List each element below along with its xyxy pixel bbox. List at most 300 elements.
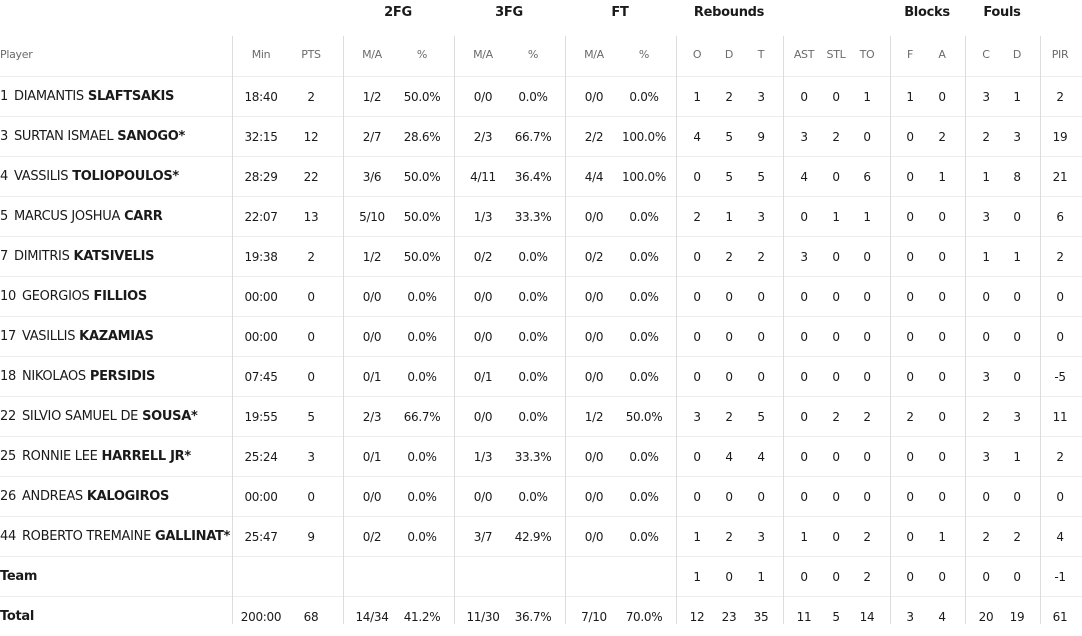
stat-blk-a: 0 (938, 289, 946, 304)
stat-ast: 1 (800, 529, 808, 544)
stat-ft-pct: 100.0% (622, 129, 666, 144)
stat-stl: 0 (832, 289, 840, 304)
stat-reb-d: 0 (725, 289, 733, 304)
column-divider (565, 36, 566, 624)
column-header-player[interactable]: Player (0, 47, 33, 61)
jersey-number: 22 (0, 409, 16, 424)
stat-ast: 0 (800, 449, 808, 464)
stat-ft-pct: 0.0% (629, 289, 659, 304)
stat-pir: 61 (1052, 609, 1068, 624)
stat-foul-c: 0 (982, 329, 990, 344)
stat-reb-o: 0 (693, 489, 701, 504)
stat-fg2-ma: 0/0 (362, 489, 382, 504)
stat-fg2-pct: 50.0% (403, 209, 441, 224)
stat-stl: 0 (832, 489, 840, 504)
stat-ft-pct: 0.0% (629, 89, 659, 104)
stat-fg2-pct: 50.0% (403, 89, 441, 104)
player-row[interactable] (0, 316, 1082, 356)
stat-ft-ma: 2/2 (584, 129, 604, 144)
stat-blk-a: 0 (938, 329, 946, 344)
jersey-number: 4 (0, 169, 8, 184)
player-row[interactable] (0, 196, 1082, 236)
stat-foul-c: 0 (982, 489, 990, 504)
stat-ast: 0 (800, 89, 808, 104)
stat-ft-pct: 0.0% (629, 209, 659, 224)
stat-fg2-pct: 66.7% (403, 409, 441, 424)
stat-blk-f: 1 (906, 89, 914, 104)
column-header-fg3-ma[interactable]: M/A (473, 47, 493, 61)
stat-reb-d: 2 (725, 249, 733, 264)
stat-blk-a: 0 (938, 369, 946, 384)
stat-ft-ma: 0/0 (584, 329, 604, 344)
stat-foul-d: 0 (1013, 289, 1021, 304)
stat-min: 22:07 (244, 209, 278, 224)
player-last-name: KALOGIROS (86, 489, 170, 504)
stat-ft-ma: 0/0 (584, 89, 604, 104)
stat-fg2-pct: 0.0% (407, 449, 437, 464)
stat-fg3-pct: 0.0% (518, 89, 548, 104)
stat-blk-a: 4 (938, 609, 946, 624)
stat-fg2-ma: 14/34 (355, 609, 389, 624)
stat-blk-a: 1 (938, 529, 946, 544)
stat-min: 25:24 (244, 449, 278, 464)
player-name-cell[interactable] (0, 517, 231, 556)
stat-fg2-ma (350, 557, 394, 596)
stat-min: 18:40 (244, 89, 278, 104)
stat-blk-a: 1 (938, 169, 946, 184)
column-header-fg2-ma[interactable]: M/A (362, 47, 382, 61)
stat-reb-o: 0 (693, 449, 701, 464)
stat-fg3-ma: 1/3 (473, 449, 493, 464)
player-last-name: HARRELL JR* (101, 449, 191, 464)
player-name-cell[interactable] (0, 317, 228, 356)
stat-fg2-ma: 1/2 (362, 249, 382, 264)
column-header-ft-pct[interactable]: % (638, 47, 650, 61)
stat-fg3-pct: 66.7% (514, 129, 552, 144)
stat-reb-t: 5 (757, 409, 765, 424)
stat-reb-o: 2 (693, 209, 701, 224)
player-name-cell[interactable] (0, 357, 228, 396)
stat-pts: 68 (303, 609, 319, 624)
stat-fg2-pct: 28.6% (403, 129, 441, 144)
stat-ast: 0 (800, 289, 808, 304)
stat-fg2-pct: 50.0% (403, 169, 441, 184)
player-first-name: MARCUS JOSHUA (13, 209, 121, 224)
column-header-fg2-pct[interactable]: % (416, 47, 428, 61)
stat-ft-pct: 70.0% (625, 609, 663, 624)
stat-reb-d: 5 (725, 129, 733, 144)
column-divider (890, 36, 891, 624)
stat-fg2-pct: 0.0% (407, 329, 437, 344)
stat-ft-ma: 0/0 (584, 289, 604, 304)
stat-fg2-ma: 2/7 (362, 129, 382, 144)
stat-reb-d: 2 (725, 409, 733, 424)
column-header-fg3-pct[interactable]: % (527, 47, 539, 61)
stat-blk-f: 3 (906, 609, 914, 624)
stat-fg3-ma: 0/1 (473, 369, 493, 384)
player-row[interactable] (0, 396, 1082, 436)
column-header-row (0, 36, 1082, 72)
stat-fg3-pct: 0.0% (518, 369, 548, 384)
stat-fg3-ma: 2/3 (473, 129, 493, 144)
player-last-name: KAZAMIAS (79, 329, 154, 344)
stat-stl: 2 (832, 129, 840, 144)
stat-fg3-ma: 0/2 (473, 249, 493, 264)
stat-reb-t: 3 (757, 209, 765, 224)
stat-to: 1 (863, 209, 871, 224)
stat-min: 00:00 (244, 289, 278, 304)
stat-foul-c: 3 (982, 449, 990, 464)
stat-stl: 0 (832, 529, 840, 544)
player-name-cell[interactable] (0, 117, 228, 156)
stat-fg3-ma (461, 557, 505, 596)
stat-min: 00:00 (244, 329, 278, 344)
stat-reb-t: 35 (753, 609, 769, 624)
column-header-blk-a[interactable]: A (938, 47, 946, 61)
jersey-number: 7 (0, 249, 8, 264)
group-header-2fg: 2FG (384, 5, 412, 20)
stat-to: 0 (863, 289, 871, 304)
column-divider (783, 36, 784, 624)
stat-blk-f: 0 (906, 449, 914, 464)
stat-reb-o: 0 (693, 289, 701, 304)
column-header-reb-d[interactable]: D (724, 47, 734, 61)
total-label: Total (0, 609, 35, 624)
stat-foul-c: 2 (982, 129, 990, 144)
column-header-reb-t[interactable]: T (757, 47, 765, 61)
stat-ft-ma: 0/2 (584, 249, 604, 264)
stat-pts: 12 (303, 129, 319, 144)
stat-reb-d: 0 (725, 489, 733, 504)
stat-stl: 0 (832, 449, 840, 464)
stat-foul-d: 1 (1013, 449, 1021, 464)
player-first-name: DIAMANTIS (13, 89, 84, 104)
stat-ast: 0 (800, 369, 808, 384)
player-first-name: ANDREAS (21, 489, 83, 504)
stat-pir: 11 (1052, 409, 1068, 424)
player-row[interactable] (0, 356, 1082, 396)
stat-blk-f: 0 (906, 529, 914, 544)
stat-reb-o: 1 (693, 529, 701, 544)
stat-ft-ma: 0/0 (584, 489, 604, 504)
stat-pts: 5 (307, 409, 315, 424)
stat-pts: 0 (307, 489, 315, 504)
player-row[interactable] (0, 516, 1082, 556)
stat-pts: 22 (303, 169, 319, 184)
stat-fg2-pct: 50.0% (403, 249, 441, 264)
stat-blk-a: 0 (938, 89, 946, 104)
stat-blk-f: 0 (906, 249, 914, 264)
stat-fg2-pct: 0.0% (407, 289, 437, 304)
player-last-name: CARR (124, 209, 163, 224)
stat-blk-a: 0 (938, 249, 946, 264)
stat-min: 07:45 (244, 369, 278, 384)
player-first-name: RONNIE LEE (21, 449, 98, 464)
stat-foul-c: 0 (982, 569, 990, 584)
player-last-name: TOLIOPOULOS* (72, 169, 179, 184)
stat-blk-a: 0 (938, 449, 946, 464)
stat-blk-f: 0 (906, 329, 914, 344)
stat-reb-o: 0 (693, 169, 701, 184)
stat-fg3-ma: 3/7 (473, 529, 493, 544)
stat-reb-d: 4 (725, 449, 733, 464)
stat-ft-pct: 100.0% (622, 169, 666, 184)
stat-pir: -1 (1054, 569, 1066, 584)
stat-ft-pct: 0.0% (629, 489, 659, 504)
stat-fg2-ma: 0/0 (362, 329, 382, 344)
player-row[interactable] (0, 436, 1082, 476)
stat-to: 14 (859, 609, 875, 624)
column-divider (1040, 36, 1041, 624)
stat-pts: 0 (307, 289, 315, 304)
stat-ast: 0 (800, 329, 808, 344)
stat-reb-o: 4 (693, 129, 701, 144)
stat-fg2-pct: 0.0% (407, 369, 437, 384)
stat-ft-pct: 0.0% (629, 369, 659, 384)
stat-ast: 0 (800, 569, 808, 584)
stat-stl: 0 (832, 249, 840, 264)
stat-blk-a: 0 (938, 489, 946, 504)
stat-reb-t: 0 (757, 289, 765, 304)
jersey-number: 44 (0, 529, 16, 544)
stat-blk-f: 0 (906, 489, 914, 504)
stat-pir: -5 (1054, 369, 1066, 384)
stat-to: 0 (863, 129, 871, 144)
stat-reb-o: 12 (689, 609, 705, 624)
stat-foul-d: 3 (1013, 129, 1021, 144)
stat-reb-d: 1 (725, 209, 733, 224)
player-last-name: SANOGO* (117, 129, 186, 144)
stat-min: 28:29 (244, 169, 278, 184)
player-row[interactable] (0, 156, 1082, 196)
stat-to: 0 (863, 329, 871, 344)
stat-foul-d: 19 (1009, 609, 1025, 624)
stat-fg3-ma: 0/0 (473, 289, 493, 304)
player-name-cell[interactable] (0, 277, 228, 316)
stat-pir: 6 (1056, 209, 1064, 224)
player-row[interactable] (0, 76, 1082, 116)
stat-to: 0 (863, 249, 871, 264)
stat-fg3-ma: 0/0 (473, 329, 493, 344)
stat-pir: 0 (1056, 289, 1064, 304)
stat-to: 6 (863, 169, 871, 184)
player-row[interactable] (0, 276, 1082, 316)
stat-pts: 3 (307, 449, 315, 464)
column-header-stl[interactable]: STL (826, 47, 846, 61)
stat-reb-d: 0 (725, 329, 733, 344)
stat-fg2-ma: 0/1 (362, 369, 382, 384)
column-header-foul-d[interactable]: D (1012, 47, 1022, 61)
stat-fg3-ma: 1/3 (473, 209, 493, 224)
stat-reb-t: 3 (757, 89, 765, 104)
column-header-blk-f[interactable]: F (906, 47, 914, 61)
stat-foul-d: 0 (1013, 369, 1021, 384)
jersey-number: 3 (0, 129, 8, 144)
stat-blk-f: 0 (906, 129, 914, 144)
stat-ft-ma: 0/0 (584, 369, 604, 384)
stat-reb-o: 0 (693, 249, 701, 264)
column-divider (232, 36, 233, 624)
stat-blk-f: 0 (906, 569, 914, 584)
stat-ast: 0 (800, 409, 808, 424)
jersey-number: 17 (0, 329, 16, 344)
stat-min: 25:47 (244, 529, 278, 544)
stat-fg2-ma: 5/10 (359, 209, 385, 224)
player-last-name: PERSIDIS (89, 369, 156, 384)
player-row[interactable] (0, 236, 1082, 276)
stat-fg2-ma: 0/0 (362, 289, 382, 304)
player-name-cell[interactable] (0, 77, 228, 116)
player-first-name: VASSILIS (13, 169, 69, 184)
stat-reb-t: 9 (757, 129, 765, 144)
stat-reb-t: 2 (757, 249, 765, 264)
stat-fg3-pct: 0.0% (518, 329, 548, 344)
stat-ft-ma (572, 557, 616, 596)
stat-fg2-ma: 0/1 (362, 449, 382, 464)
stat-blk-f: 0 (906, 169, 914, 184)
column-header-to[interactable]: TO (859, 47, 875, 61)
stat-pts: 9 (307, 529, 315, 544)
player-name-cell[interactable] (0, 197, 228, 236)
stat-reb-o: 1 (693, 569, 701, 584)
group-header-ft: FT (611, 5, 629, 20)
stat-foul-d: 0 (1013, 329, 1021, 344)
jersey-number: 26 (0, 489, 16, 504)
player-first-name: NIKOLAOS (21, 369, 86, 384)
stat-stl: 0 (832, 169, 840, 184)
stat-blk-a: 2 (938, 129, 946, 144)
player-row[interactable] (0, 476, 1082, 516)
stat-ast: 3 (800, 249, 808, 264)
stat-reb-o: 1 (693, 89, 701, 104)
player-last-name: KATSIVELIS (73, 249, 155, 264)
column-header-pir[interactable]: PIR (1051, 47, 1069, 61)
stat-pir: 2 (1056, 89, 1064, 104)
stat-fg2-ma: 1/2 (362, 89, 382, 104)
stat-fg3-pct: 0.0% (518, 249, 548, 264)
stat-reb-d: 0 (725, 569, 733, 584)
stat-reb-d: 2 (725, 89, 733, 104)
column-divider (454, 36, 455, 624)
total-row (0, 596, 1082, 636)
stat-pts: 2 (307, 249, 315, 264)
stat-pir: 19 (1052, 129, 1068, 144)
column-header-ast[interactable]: AST (793, 47, 815, 61)
stat-stl: 2 (832, 409, 840, 424)
group-header-reb: Rebounds (693, 5, 765, 20)
stat-blk-a: 0 (938, 209, 946, 224)
stat-foul-c: 3 (982, 209, 990, 224)
team-label: Team (0, 569, 38, 584)
player-first-name: GEORGIOS (21, 289, 90, 304)
column-header-reb-o[interactable]: O (692, 47, 702, 61)
stat-to: 1 (863, 89, 871, 104)
stat-foul-c: 0 (982, 289, 990, 304)
stat-ft-pct (622, 557, 666, 596)
stat-fg3-pct: 33.3% (514, 449, 552, 464)
stat-fg3-pct: 36.4% (514, 169, 552, 184)
column-header-min[interactable]: Min (251, 47, 271, 61)
stat-reb-d: 0 (725, 369, 733, 384)
player-row[interactable] (0, 116, 1082, 156)
stat-stl: 0 (832, 329, 840, 344)
stat-ft-ma: 0/0 (584, 209, 604, 224)
player-first-name: SURTAN ISMAEL (13, 129, 114, 144)
stat-fg3-ma: 0/0 (473, 409, 493, 424)
stat-stl: 5 (832, 609, 840, 624)
player-name-cell[interactable] (0, 437, 228, 476)
stat-foul-d: 3 (1013, 409, 1021, 424)
player-first-name: VASILLIS (21, 329, 76, 344)
column-header-pts[interactable]: PTS (301, 47, 321, 61)
stat-reb-t: 4 (757, 449, 765, 464)
stat-pts: 2 (307, 89, 315, 104)
stat-fg3-ma: 4/11 (470, 169, 496, 184)
stat-fg3-ma: 11/30 (466, 609, 500, 624)
stat-pir: 0 (1056, 489, 1064, 504)
player-last-name: SLAFTSAKIS (87, 89, 175, 104)
column-divider (676, 36, 677, 624)
stat-fg3-ma: 0/0 (473, 89, 493, 104)
player-last-name: FILLIOS (93, 289, 147, 304)
stat-ft-ma: 0/0 (584, 529, 604, 544)
stat-ast: 0 (800, 489, 808, 504)
column-divider (343, 36, 344, 624)
jersey-number: 18 (0, 369, 16, 384)
team-row (0, 556, 1082, 596)
stat-pir: 4 (1056, 529, 1064, 544)
stat-pts: 0 (307, 369, 315, 384)
stat-foul-c: 2 (982, 529, 990, 544)
stat-pir: 0 (1056, 329, 1064, 344)
stat-reb-t: 0 (757, 329, 765, 344)
stat-reb-d: 2 (725, 529, 733, 544)
column-header-ft-ma[interactable]: M/A (584, 47, 604, 61)
player-first-name: SILVIO SAMUEL DE (21, 409, 139, 424)
stat-foul-c: 1 (982, 249, 990, 264)
stat-foul-c: 2 (982, 409, 990, 424)
stat-fg3-pct: 33.3% (514, 209, 552, 224)
group-header-foul: Fouls (983, 5, 1021, 20)
column-header-foul-c[interactable]: C (982, 47, 990, 61)
player-name-cell[interactable] (0, 157, 228, 196)
stat-foul-c: 1 (982, 169, 990, 184)
player-last-name: GALLINAT* (155, 529, 231, 544)
stat-ft-pct: 50.0% (625, 409, 663, 424)
stat-fg3-ma: 0/0 (473, 489, 493, 504)
stat-reb-t: 3 (757, 529, 765, 544)
stat-stl: 0 (832, 89, 840, 104)
stat-ft-pct: 0.0% (629, 529, 659, 544)
stat-blk-a: 0 (938, 569, 946, 584)
stat-to: 0 (863, 449, 871, 464)
stat-to: 2 (863, 569, 871, 584)
stat-ft-pct: 0.0% (629, 249, 659, 264)
player-name-cell[interactable] (0, 397, 228, 436)
stat-fg2-pct (400, 557, 444, 596)
player-name-cell[interactable] (0, 477, 228, 516)
stat-pir: 2 (1056, 249, 1064, 264)
stat-to: 2 (863, 529, 871, 544)
stat-min: 19:55 (244, 409, 278, 424)
stat-pts: 0 (307, 329, 315, 344)
player-name-cell[interactable] (0, 237, 228, 276)
player-first-name: DIMITRIS (13, 249, 70, 264)
stat-fg2-ma: 0/2 (362, 529, 382, 544)
stat-ft-ma: 7/10 (581, 609, 607, 624)
stat-blk-f: 2 (906, 409, 914, 424)
stat-ft-pct: 0.0% (629, 329, 659, 344)
